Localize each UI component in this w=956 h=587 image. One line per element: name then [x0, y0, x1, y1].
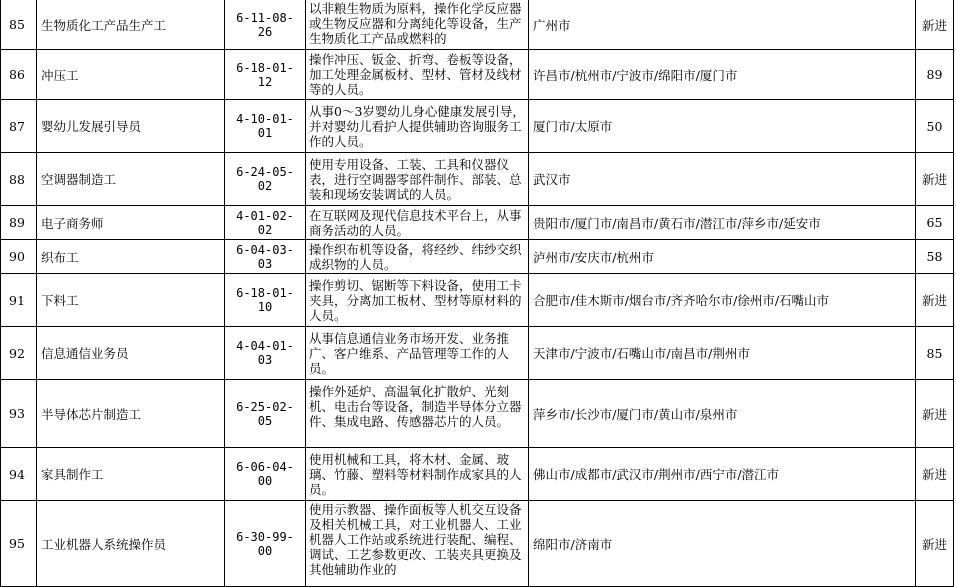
occupation-code: 4-10-01-01: [225, 100, 306, 153]
row-number: 94: [1, 448, 37, 501]
occupation-code: 6-06-04-00: [225, 448, 306, 501]
occupation-description-cell: [306, 240, 529, 274]
occupation-description: 使用专用设备、工装、工具和仪器仪表，进行空调器零部件制作、部装、总装和现场安装调试的人员。: [309, 156, 522, 202]
cities: 厦门市/太原市: [529, 100, 916, 153]
occupation-description-cell: [306, 50, 529, 100]
occupation-description-cell: [306, 380, 529, 448]
rank: 新进: [916, 380, 954, 448]
row-number: 95: [1, 501, 37, 587]
cities: 佛山市/成都市/武汉市/荆州市/西宁市/潜江市: [529, 448, 916, 501]
occupation-name: 空调器制造工: [37, 153, 225, 206]
occupation-description: 以非粮生物质为原料，操作化学反应器或生物反应器和分离纯化等设备，生产生物质化工产品或燃料的: [309, 0, 522, 46]
occupation-code: 6-04-03-03: [225, 240, 306, 274]
table-row: [1, 100, 954, 153]
table-row: [1, 240, 954, 274]
occupation-code: 4-04-01-03: [225, 327, 306, 380]
occupation-code: 6-24-05-02: [225, 153, 306, 206]
table-row: [1, 501, 954, 587]
cities: 许昌市/杭州市/宁波市/绵阳市/厦门市: [529, 50, 916, 100]
occupation-name: 冲压工: [37, 50, 225, 100]
occupation-description-cell: [306, 100, 529, 153]
occupation-code: 4-01-02-02: [225, 206, 306, 240]
table-row: [1, 380, 954, 448]
table-row: [1, 50, 954, 100]
occupation-description-cell: [306, 153, 529, 206]
occupation-description: 从事信息通信业务市场开发、业务推广、客户维系、产品管理等工作的人员。: [309, 330, 510, 376]
occupation-name: 信息通信业务员: [37, 327, 225, 380]
row-number: 85: [1, 0, 37, 50]
occupation-name: 下料工: [37, 274, 225, 327]
occupation-description: 使用机械和工具，将木材、金属、玻璃、竹藤、塑料等材料制作成家具的人员。: [309, 451, 522, 497]
rank: 新进: [916, 153, 954, 206]
cities: 合肥市/佳木斯市/烟台市/齐齐哈尔市/徐州市/石嘴山市: [529, 274, 916, 327]
occupation-code: 6-30-99-00: [225, 501, 306, 587]
occupation-description-cell: [306, 327, 529, 380]
row-number: 91: [1, 274, 37, 327]
occupation-name: 生物质化工产品生产工: [37, 0, 225, 50]
cities: 贵阳市/厦门市/南昌市/黄石市/潜江市/萍乡市/延安市: [529, 206, 916, 240]
row-number: 88: [1, 153, 37, 206]
occupation-description-cell: [306, 448, 529, 501]
row-number: 93: [1, 380, 37, 448]
occupation-description: 操作外延炉、高温氧化扩散炉、光刻机、电击台等设备，制造半导体分立器件、集成电路、传感器芯片的人员。: [309, 383, 522, 429]
occupation-name: 织布工: [37, 240, 225, 274]
rank: 新进: [916, 0, 954, 50]
row-number: 87: [1, 100, 37, 153]
row-number: 86: [1, 50, 37, 100]
occupation-name: 工业机器人系统操作员: [37, 501, 225, 587]
table-row: [1, 206, 954, 240]
occupation-description: 使用示教器、操作面板等人机交互设备及相关机械工具，对工业机器人、工业机器人工作站或系统进行装配、编程、调试、工艺参数更改、工装夹具更换及其他辅助作业的: [309, 501, 522, 577]
rank: 50: [916, 100, 954, 153]
occupation-description-cell: [306, 501, 529, 587]
occupation-description-cell: [306, 0, 529, 50]
table-row: [1, 274, 954, 327]
occupation-name: 婴幼儿发展引导员: [37, 100, 225, 153]
cities: 天津市/宁波市/石嘴山市/南昌市/荆州市: [529, 327, 916, 380]
occupation-code: 6-18-01-12: [225, 50, 306, 100]
row-number: 92: [1, 327, 37, 380]
occupation-description: 在互联网及现代信息技术平台上，从事商务活动的人员。: [309, 207, 522, 238]
occupation-code: 6-18-01-10: [225, 274, 306, 327]
occupation-name: 电子商务师: [37, 206, 225, 240]
occupation-code: 6-11-08-26: [225, 0, 306, 50]
occupation-description: 操作织布机等设备，将经纱、纬纱交织成织物的人员。: [309, 241, 522, 272]
row-number: 89: [1, 206, 37, 240]
rank: 新进: [916, 274, 954, 327]
cities: 泸州市/安庆市/杭州市: [529, 240, 916, 274]
occupation-description-cell: [306, 206, 529, 240]
cities: 武汉市: [529, 153, 916, 206]
table-body: [1, 0, 954, 587]
table-row: [1, 153, 954, 206]
rank: 新进: [916, 448, 954, 501]
table-row: [1, 448, 954, 501]
cities: 萍乡市/长沙市/厦门市/黄山市/泉州市: [529, 380, 916, 448]
rank: 58: [916, 240, 954, 274]
occupation-description-cell: [306, 274, 529, 327]
rank: 85: [916, 327, 954, 380]
occupation-description: 操作冲压、钣金、折弯、卷板等设备，加工处理金属板材、型材、管材及线材等的人员。: [309, 52, 522, 97]
occupation-description: 从事0～3岁婴幼儿身心健康发展引导，并对婴幼儿看护人提供辅助咨询服务工作的人员。: [309, 103, 525, 149]
occupation-description: 操作剪切、锯断等下料设备，使用工卡夹具，分离加工板材、型材等原材料的人员。: [309, 277, 522, 323]
cities: 广州市: [529, 0, 916, 50]
occupation-name: 家具制作工: [37, 448, 225, 501]
rank: 89: [916, 50, 954, 100]
rank: 新进: [916, 501, 954, 587]
occupation-code: 6-25-02-05: [225, 380, 306, 448]
table-row: [1, 327, 954, 380]
table-row: [1, 0, 954, 50]
cities: 绵阳市/济南市: [529, 501, 916, 587]
row-number: 90: [1, 240, 37, 274]
occupation-name: 半导体芯片制造工: [37, 380, 225, 448]
rank: 65: [916, 206, 954, 240]
